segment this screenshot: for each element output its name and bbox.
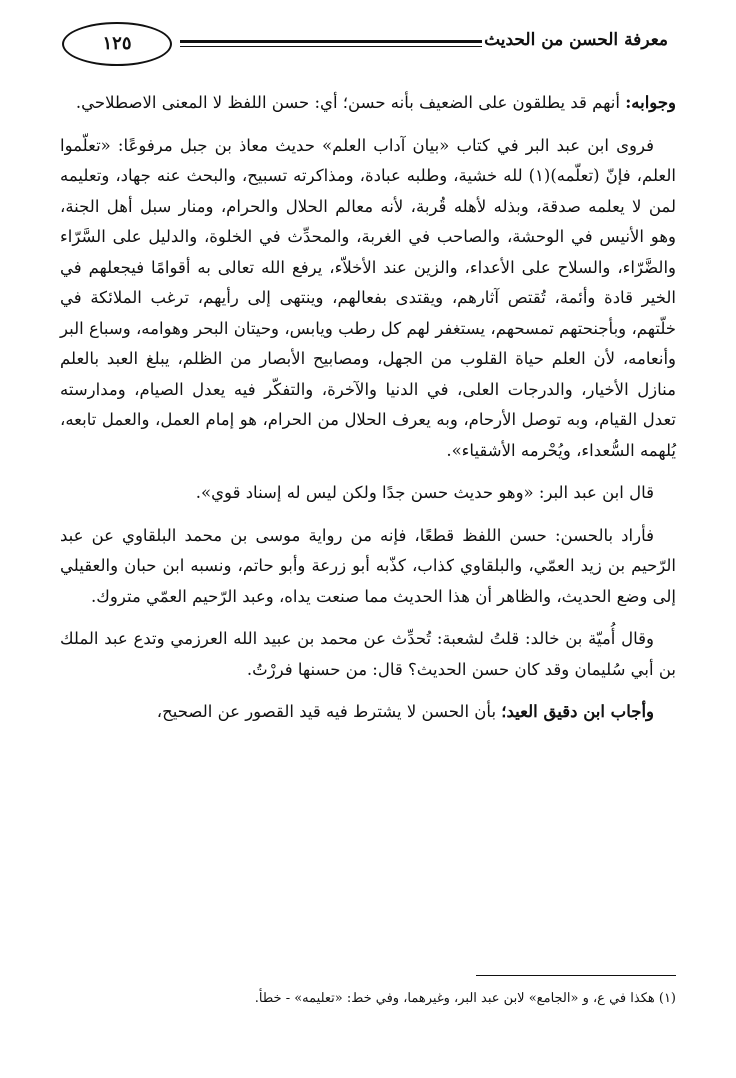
paragraph-ibn-daqiq [60,697,676,728]
paragraph-hadith: فروى ابن عبد البر في كتاب «بيان آداب العلم» حديث معاذ بن جبل مرفوعًا: «تعلّموا العلم، فإنّ (تعلّمه)(١) لله خشية، وطلبه عبادة، ومذاكرته تسبيح، والبحث عنه جهاد، وتعليمه لمن لا يعلمه صدقة، وبذله لأهله قُربة، لأنه معالم الحلال والحرام، ومنار سبل أهل الجنة، وهو الأنيس في الوحشة، والصاحب في الغربة، والمحدِّث في الخلوة، والدليل على السَّرّاء والضَّرّاء، والسلاح على الأعداء، والزين عند الأخلاّء، يرفع الله تعالى به أقوامًا فيجعلهم في الخير قادة وأئمة، تُقتص آثارهم، ويقتدى بفعالهم، وينتهى إلى رأيهم، ترغب الملائكة في خلّتهم، وبأجنحتهم تمسحهم، يستغفر لهم كل رطب ويابس، وحيتان البحر وهوامه، وسباع البر وأنعامه، لأن العلم حياة القلوب من الجهل، ومصابيح الأبصار من الظلم، يبلغ العبد بالعلم منازل الأخيار، والدرجات العلى، في الدنيا والآخرة، والتفكّر فيه يعدل الصيام، ومدارسته تعدل القيام، وبه توصل الأرحام، وبه يعرف الحلال من الحرام، هو إمام العمل، والعمل تابعه، يُلهمه السُّعداء، ويُحْرمه الأشقياء». [60,135,676,460]
main-text [60,88,676,740]
paragraph-ibn-abd-al-barr: قال ابن عبد البر: «وهو حديث حسن جدًا ولكن ليس له إسناد قوي». [195,483,654,502]
running-title: معرفة الحسن من الحديث [484,30,668,50]
footnote: (١) هكذا في ع، و «الجامع» لابن عبد البر، وغيرهما، وفي خط: «تعليمه» - خطأ. [254,991,676,1006]
paragraph-isnad: فأراد بالحسن: حسن اللفظ قطعًا، فإنه من رواية موسى بن محمد البلقاوي عن عبد الرّحيم بن زيد العمّي، والبلقاوي كذاب، كذّبه أبو زرعة وأبو حاتم، ونسبه ابن حبان والعقيلي إلى وضع الحديث، والظاهر أن هذا الحديث مما صنعت يداه، وعبد الرّحيم العمّي متروك. [60,525,676,606]
answer-lead: وجوابه: [625,93,676,112]
footnote-rule [476,975,676,976]
paragraph-answer [60,88,676,119]
ibn-daqiq-text: بأن الحسن لا يشترط فيه قيد القصور عن الصحيح، [156,702,502,721]
header-rule-thin [180,46,482,47]
page-number-oval [62,22,172,66]
header-rule [180,40,482,43]
ibn-daqiq-lead: وأجاب ابن دقيق العيد؛ [501,702,654,721]
page-number: ١٢٥ [102,33,132,54]
paragraph-umayya: وقال أُميّة بن خالد: قلتُ لشعبة: تُحدِّث عن محمد بن عبيد الله العرزمي وتدع عبد الملك بن أبي سُليمان وقد كان حسن الحديث؟ قال: من حسنها فررْتُ. [60,629,676,679]
answer-text: أنهم قد يطلقون على الضعيف بأنه حسن؛ أي: حسن اللفظ لا المعنى الاصطلاحي. [75,93,626,112]
page-header [60,22,668,72]
